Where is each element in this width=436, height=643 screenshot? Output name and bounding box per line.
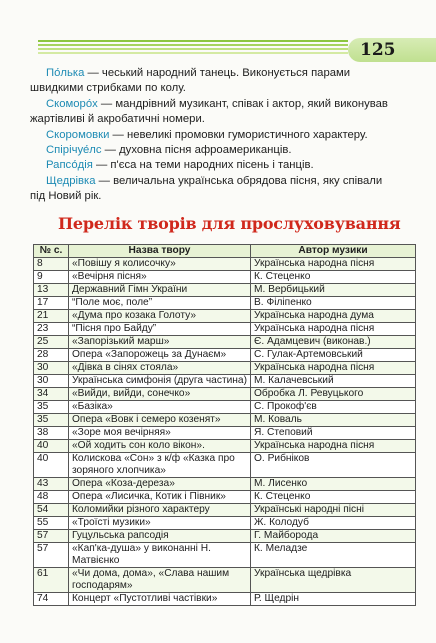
works-table [33, 244, 416, 606]
title-cell: «Кап'ка-душа» у виконанні Н. Матвієнко [69, 543, 251, 568]
author-cell: М. Коваль [251, 414, 416, 427]
title-cell: «Ой ходить сон коло вікон». [69, 440, 251, 453]
author-cell: К. Стеценко [251, 491, 416, 504]
list-title: Перелік творів для прослуховування [58, 214, 401, 233]
header-decoration [38, 40, 348, 60]
table-row [34, 258, 416, 271]
author-cell: С. Прокоф'єв [251, 401, 416, 414]
author-cell: М. Калачевський [251, 375, 416, 388]
table-row [34, 323, 416, 336]
author-cell: Українська народна пісня [251, 440, 416, 453]
glossary-entry [30, 97, 400, 128]
title-cell: Державний Гімн України [69, 284, 251, 297]
author-cell: М. Лисенко [251, 478, 416, 491]
glossary-definition: — величальна українська обрядова пісня, яку співали під Новий рік. [30, 174, 383, 203]
author-cell: Ж. Колодуб [251, 517, 416, 530]
table-row [34, 310, 416, 323]
glossary [30, 66, 400, 205]
title-cell: «Троїсті музики» [69, 517, 251, 530]
author-cell: Я. Степовий [251, 427, 416, 440]
page-number: 125 [360, 40, 396, 60]
page-cell: 17 [34, 297, 69, 310]
title-cell: «Чи дома, дома», «Слава нашим господарям» [69, 568, 251, 593]
page-cell: 30 [34, 362, 69, 375]
glossary-term: Рапсо́дія [46, 159, 93, 172]
title-cell: “Поле моє, поле” [69, 297, 251, 310]
author-cell: Українська народна дума [251, 310, 416, 323]
table-row [34, 388, 416, 401]
page-cell: 48 [34, 491, 69, 504]
table-row [34, 336, 416, 349]
column-header-author: Автор музики [251, 245, 416, 258]
glossary-definition: — чеський народний танець. Виконується парами швидкими стрибками по колу. [30, 67, 351, 95]
column-header-title: Назва твору [69, 245, 251, 258]
table-row [34, 504, 416, 517]
page-cell: 9 [34, 271, 69, 284]
page-cell: 21 [34, 310, 69, 323]
title-cell: «Вийди, вийди, сонечко» [69, 388, 251, 401]
table-row [34, 401, 416, 414]
page-cell: 57 [34, 530, 69, 543]
column-header-page: № с. [34, 245, 69, 258]
page-cell: 55 [34, 517, 69, 530]
table-row [34, 375, 416, 388]
page-cell: 43 [34, 478, 69, 491]
glossary-definition: — невеликі промовки гумористичного характеру. [109, 128, 368, 141]
title-cell: «Дівка в сінях стояла» [69, 362, 251, 375]
table-row [34, 517, 416, 530]
table-row [34, 568, 416, 593]
title-cell: “Пісня про Байду” [69, 323, 251, 336]
table-row [34, 491, 416, 504]
page-cell: 40 [34, 440, 69, 453]
author-cell: В. Філіпенко [251, 297, 416, 310]
glossary-definition: — духовна пісня афроамериканців. [101, 144, 292, 157]
table-row [34, 362, 416, 375]
title-cell: «Дума про козака Голоту» [69, 310, 251, 323]
page-cell: 38 [34, 427, 69, 440]
table-header-row [34, 245, 416, 258]
page-cell: 57 [34, 543, 69, 568]
table-row [34, 478, 416, 491]
page-cell: 25 [34, 336, 69, 349]
page-cell: 28 [34, 349, 69, 362]
glossary-term: По́лька [46, 67, 85, 79]
title-cell: Опера «Лисичка, Котик і Півник» [69, 491, 251, 504]
table-body [34, 258, 416, 606]
author-cell: Г. Майборода [251, 530, 416, 543]
glossary-definition: — п'єса на теми народних пісень і танців. [92, 159, 314, 172]
glossary-entry [30, 66, 400, 97]
page-cell: 8 [34, 258, 69, 271]
glossary-definition: — мандрівний музикант, співак і актор, який виконував жартівливі й акробатичні номери. [30, 97, 388, 126]
glossary-entry [30, 128, 400, 143]
glossary-entry [30, 143, 400, 158]
glossary-term: Скоромовки [46, 128, 110, 141]
glossary-entry [30, 158, 400, 173]
author-cell: К. Меладзе [251, 543, 416, 568]
glossary-term: Щедрівка [46, 174, 96, 187]
page-cell: 30 [34, 375, 69, 388]
table-row [34, 414, 416, 427]
author-cell: Обробка Л. Ревуцького [251, 388, 416, 401]
glossary-term: Спірічуе́лс [46, 144, 102, 157]
page-cell: 40 [34, 453, 69, 478]
glossary-entry [30, 174, 400, 205]
author-cell: К. Стеценко [251, 271, 416, 284]
author-cell: Українські народні пісні [251, 504, 416, 517]
title-cell: Опера «Вовк і семеро козенят» [69, 414, 251, 427]
title-cell: Колискова «Сон» з к/ф «Казка про зоряного хлопчика» [69, 453, 251, 478]
title-cell: Концерт «Пустотливі частівки» [69, 593, 251, 606]
author-cell: М. Вербицький [251, 284, 416, 297]
title-cell: «Базіка» [69, 401, 251, 414]
title-cell: «Вечірня пісня» [69, 271, 251, 284]
author-cell: С. Гулак-Артемовський [251, 349, 416, 362]
page-cell: 35 [34, 414, 69, 427]
title-cell: «Повішу я колисочку» [69, 258, 251, 271]
page-cell: 34 [34, 388, 69, 401]
page-cell: 61 [34, 568, 69, 593]
table-row [34, 440, 416, 453]
title-cell: Опера «Коза-дереза» [69, 478, 251, 491]
table-row [34, 530, 416, 543]
table-row [34, 271, 416, 284]
table-row [34, 453, 416, 478]
title-cell: «Зоре моя вечірняя» [69, 427, 251, 440]
page-cell: 13 [34, 284, 69, 297]
title-cell: Коломийки різного характеру [69, 504, 251, 517]
title-cell: Українська симфонія (друга частина) [69, 375, 251, 388]
table-row [34, 543, 416, 568]
page-cell: 74 [34, 593, 69, 606]
table-row [34, 427, 416, 440]
author-cell: Є. Адамцевич (виконав.) [251, 336, 416, 349]
table-row [34, 349, 416, 362]
author-cell: Р. Щедрін [251, 593, 416, 606]
glossary-term: Скоморо́х [46, 97, 98, 110]
page-cell: 35 [34, 401, 69, 414]
author-cell: Українська народна пісня [251, 323, 416, 336]
table-row [34, 593, 416, 606]
table-row [34, 297, 416, 310]
author-cell: Українська народна пісня [251, 258, 416, 271]
title-cell: Опера «Запорожець за Дунаєм» [69, 349, 251, 362]
page-cell: 23 [34, 323, 69, 336]
author-cell: Українська щедрівка [251, 568, 416, 593]
title-cell: Гуцульська рапсодія [69, 530, 251, 543]
page-cell: 54 [34, 504, 69, 517]
table-row [34, 284, 416, 297]
title-cell: «Запорізький марш» [69, 336, 251, 349]
author-cell: О. Рибніков [251, 453, 416, 478]
author-cell: Українська народна пісня [251, 362, 416, 375]
